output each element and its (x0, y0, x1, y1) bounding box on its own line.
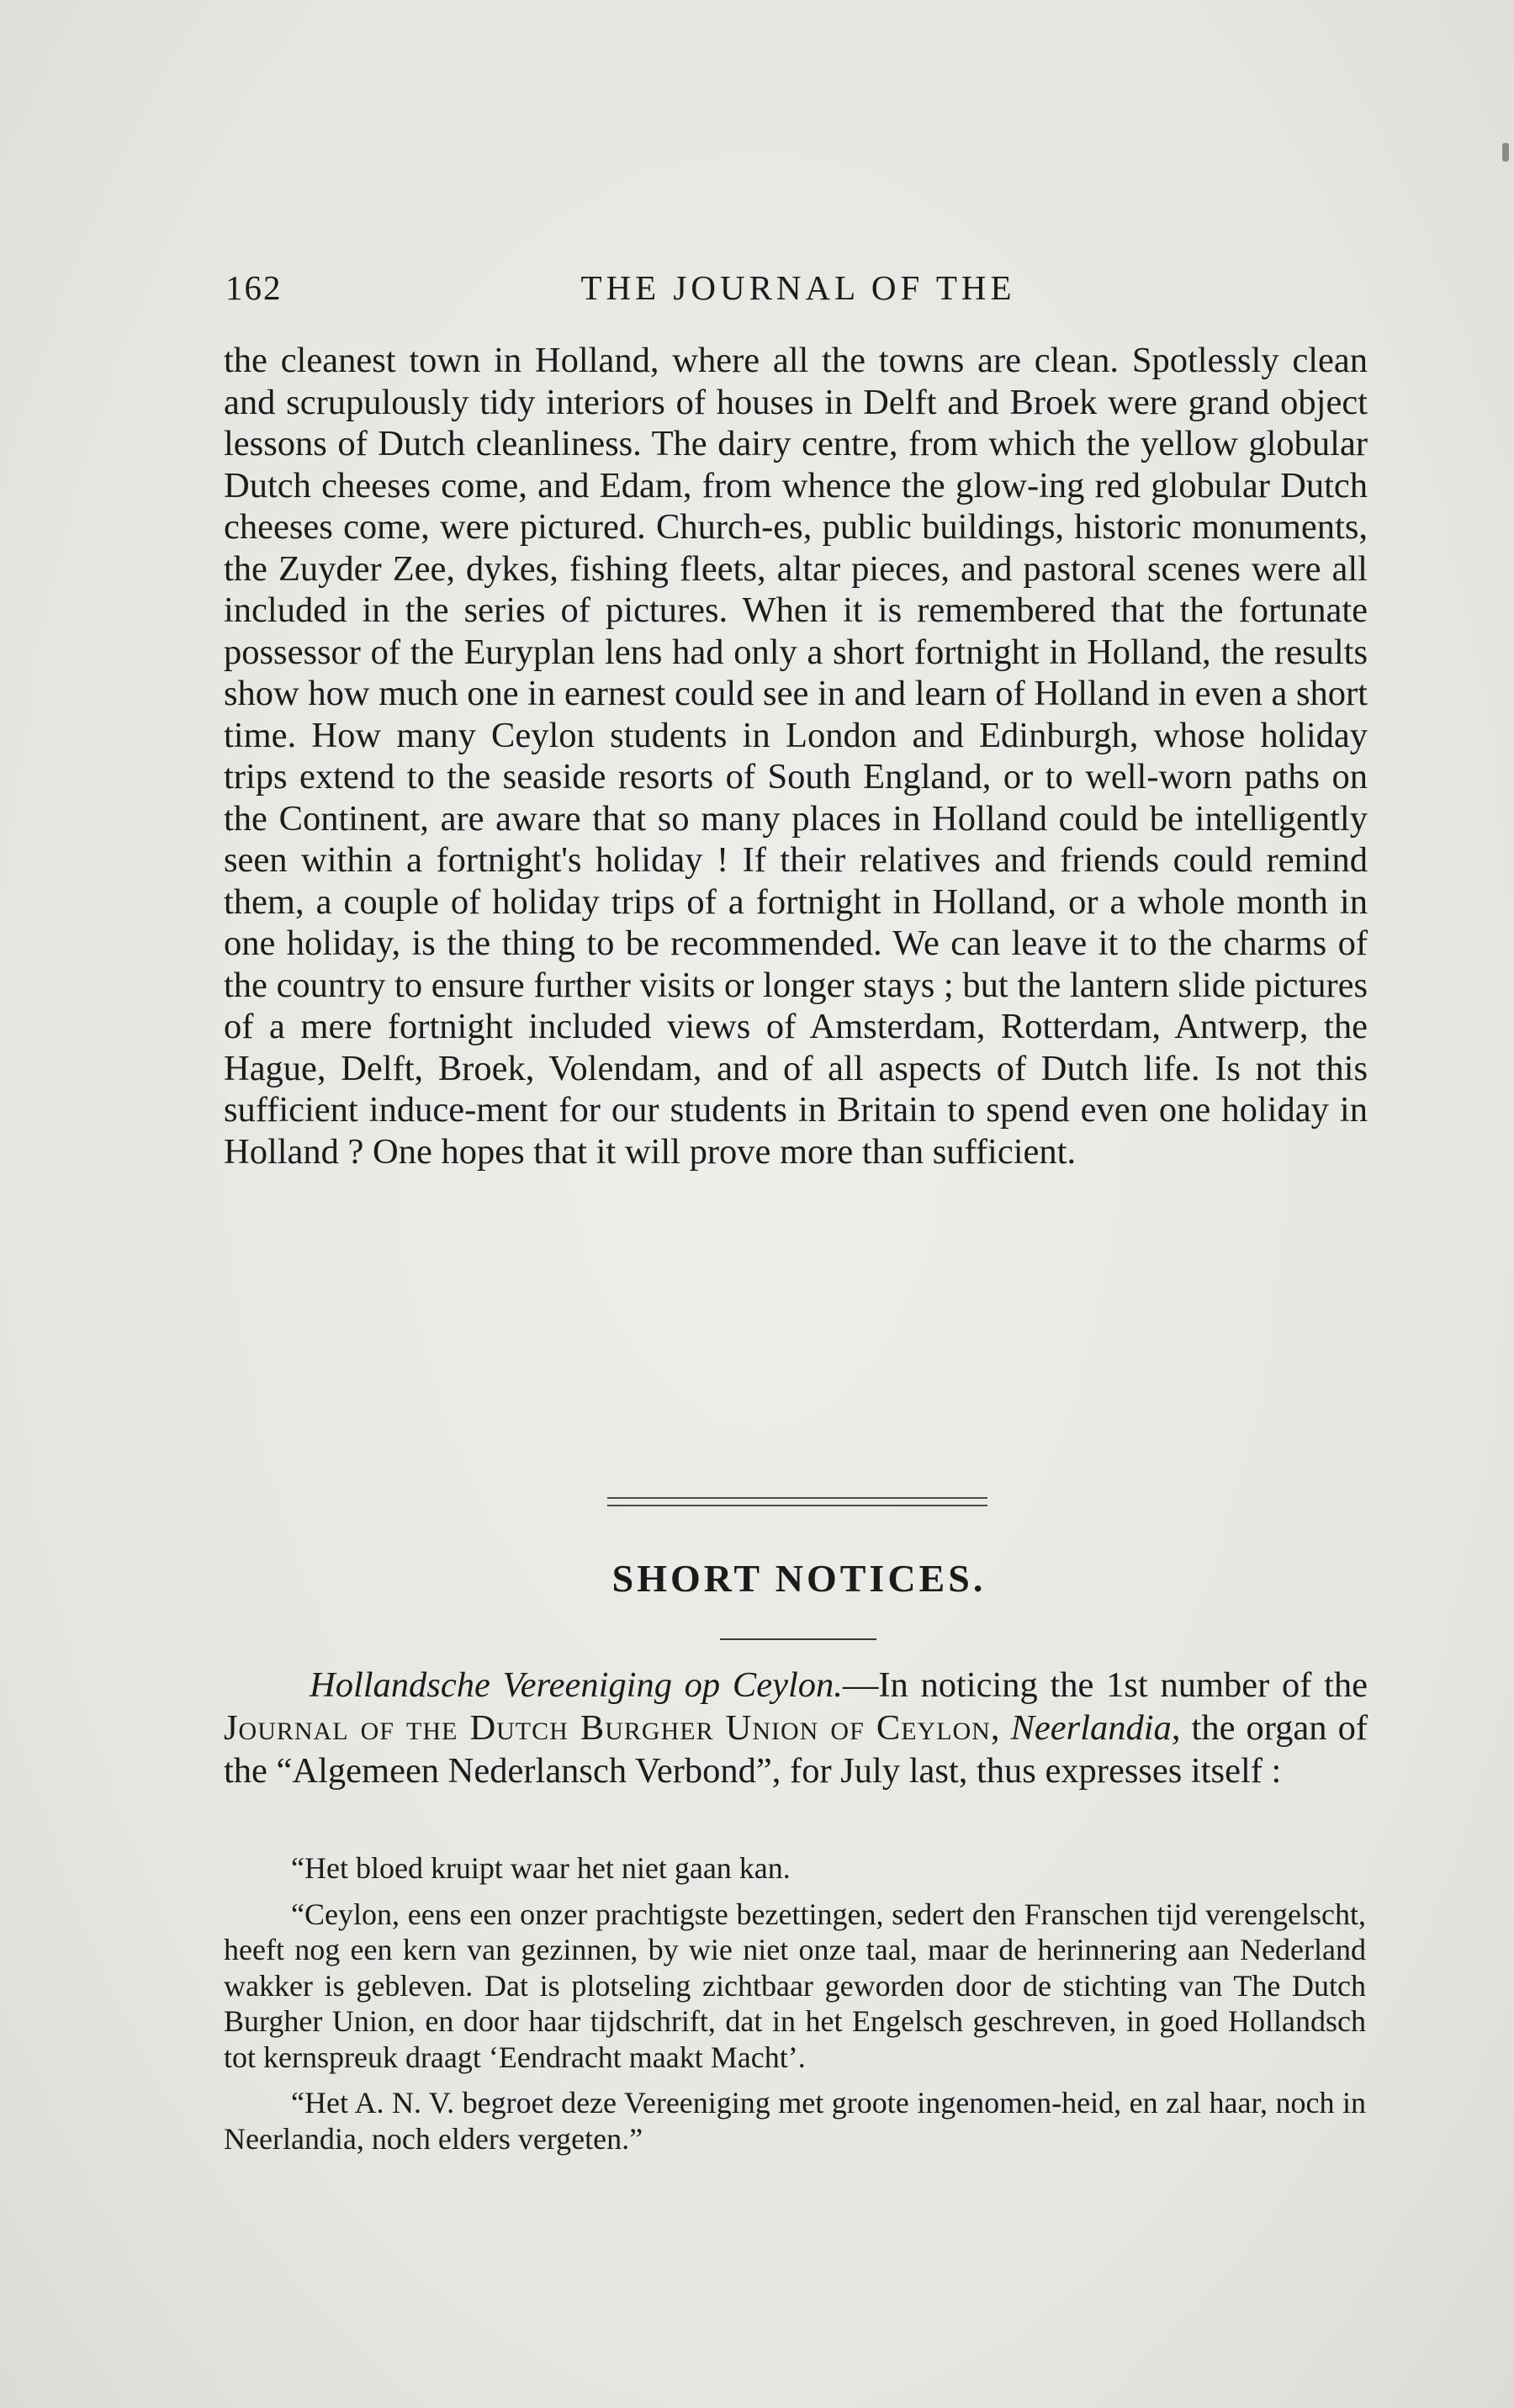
page-edge-mark (1502, 143, 1509, 161)
page-number: 162 (225, 268, 283, 307)
notice-intro-text-3: , the organ of the “Algemeen Nederlansch Verbond”, for July last, thus expresses itself : (224, 1708, 1368, 1791)
notice-intro (224, 1664, 1368, 1792)
notice-paragraph (224, 1664, 1368, 1792)
quote-paragraph-1: “Het bloed kruipt waar het niet gaan kan. (291, 1851, 791, 1885)
section-heading: SHORT NOTICES. (611, 1557, 987, 1600)
quote-paragraph-2: “Ceylon, eens een onzer prachtigste bezettingen, sedert den Franschen tijd verengelscht, heeft nog een kern van gezinnen, by wie niet onze taal, maar de herinnering aan Nederland wakker is gebleven. Dat is plotseling zichtbaar geworden door de stichting van The Dutch Burgher Union, en door haar tijdschrift, dat in het Engelsch geschreven, in goed Hollandsch tot kernspreuk draagt ‘Eendracht maakt Macht’. (224, 1897, 1366, 2074)
double-rule-divider (607, 1497, 987, 1506)
article-body (224, 340, 1368, 1172)
quoted-passage (224, 1850, 1366, 2167)
notice-intro-text-2: , (990, 1708, 1011, 1748)
quote-paragraph-3: “Het A. N. V. begroet deze Vereeniging met groote ingenomen-heid, en zal haar, noch in Neerlandia, noch elders vergeten.” (224, 2086, 1366, 2156)
page-header (225, 267, 1371, 310)
article-paragraph: the cleanest town in Holland, where all the towns are clean. Spotlessly clean and scrupulously tidy interiors of houses in Delft and Broek were grand object lessons of Dutch cleanliness. The dairy centre, from which the yellow globular Dutch cheeses come, and Edam, from whence the glow-ing red globular Dutch cheeses come, were pictured. Church-es, public buildings, historic monuments, the Zuyder Zee, dykes, fishing fleets, altar pieces, and pastoral scenes were all included in the series of pictures. When it is remembered that the fortunate possessor of the Euryplan lens had only a short fortnight in Holland, the results show how much one in earnest could see in and learn of Holland in even a short time. How many Ceylon students in London and Edinburgh, whose holiday trips extend to the seaside resorts of South England, or to well-worn paths on the Continent, are aware that so many places in Holland could be intelligently seen within a fortnight's holiday ! If their relatives and friends could remind them, a couple of holiday trips of a fortnight in Holland, or a whole month in one holiday, is the thing to be recommended. We can leave it to the charms of the country to ensure further visits or longer stays ; but the lantern slide pictures of a mere fortnight included views of Amsterdam, Rotterdam, Antwerp, the Hague, Delft, Broek, Volendam, and of all aspects of Dutch life. Is not this sufficient induce-ment for our students in Britain to spend even one holiday in Holland ? One hopes that it will prove more than sufficient. (224, 341, 1368, 1172)
notice-title: Hollandsche Vereeniging op Ceylon. (310, 1665, 843, 1705)
journal-name: Journal of the Dutch Burgher Union of Ceylon (224, 1708, 991, 1748)
running-title: THE JOURNAL OF THE (580, 268, 1016, 307)
periodical-name: Neerlandia (1010, 1708, 1172, 1748)
notice-intro-text-1: —In noticing the 1st number of the (842, 1665, 1368, 1705)
short-rule-divider (720, 1638, 876, 1640)
